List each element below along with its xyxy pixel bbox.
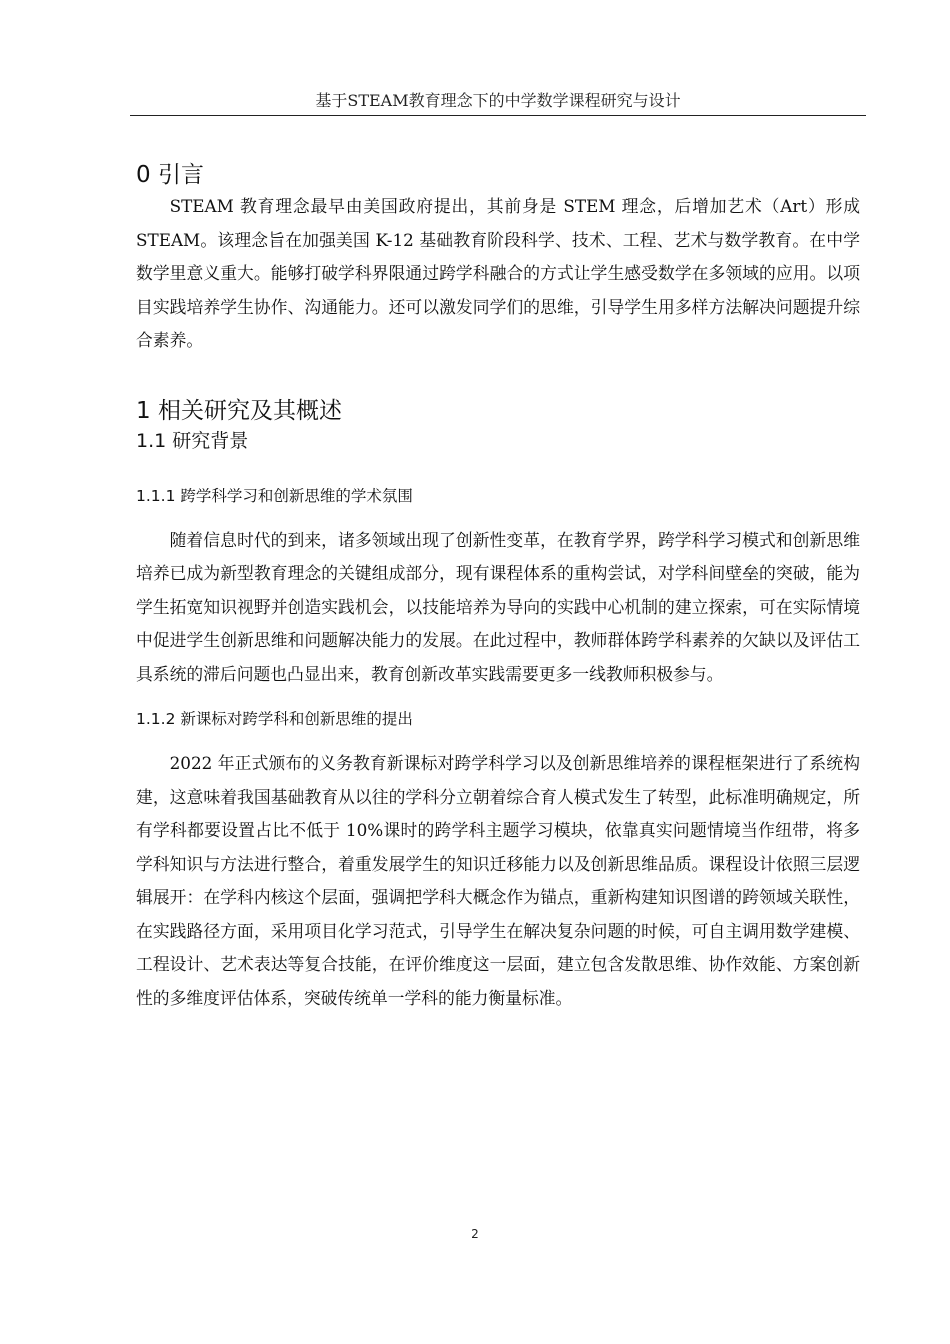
section-heading-1: 1 相关研究及其概述 [136,397,342,424]
intro-paragraph: STEAM 教育理念最早由美国政府提出，其前身是 STEM 理念，后增加艺术（Art）形成 STEAM。该理念旨在加强美国 K-12 基础教育阶段科学、技术、工程、艺术与数学教育。在中学数学里意义重大。能够打破学科界限通过跨学科融合的方式让学生感受数学在多领域的应用。以项目实践培养学生协作、沟通能力。还可以激发同学们的思维，引导学生用多样方法解决问题提升综合素养。 [136,196,860,350]
page-number: 2 [471,1227,479,1241]
header-title: 基于STEAM教育理念下的中学数学课程研究与设计 [315,91,681,110]
section-heading-1-1: 1.1 研究背景 [136,429,249,452]
section-heading-1-1-1: 1.1.1 跨学科学习和创新思维的学术氛围 [136,486,413,505]
page-header [130,88,866,116]
section-heading-1-1-2: 1.1.2 新课标对跨学科和创新思维的提出 [136,710,413,728]
document-body [136,160,860,1015]
section-1-1-2-paragraph: 2022 年正式颁布的义务教育新课标对跨学科学习以及创新思维培养的课程框架进行了系统构建，这意味着我国基础教育从以往的学科分立朝着综合育人模式发生了转型，此标准明确规定，所有学科都要设置占比不低于 10%课时的跨学科主题学习模块，依靠真实问题情境当作纽带，将多学科知识与方法进行整合，着重发展学生的知识迁移能力以及创新思维品质。课程设计依照三层逻辑展开：在学科内核这个层面，强调把学科大概念作为锚点，重新构建知识图谱的跨领域关联性，在实践路径方面，采用项目化学习范式，引导学生在解决复杂问题的时候，可自主调用数学建模、工程设计、艺术表达等复合技能，在评价维度这一层面，建立包含发散思维、协作效能、方案创新性的多维度评估体系，突破传统单一学科的能力衡量标准。 [136,753,860,1008]
section-1-1-1-paragraph: 随着信息时代的到来，诸多领域出现了创新性变革，在教育学界，跨学科学习模式和创新思维培养已成为新型教育理念的关键组成部分，现有课程体系的重构尝试，对学科间壁垒的突破，能为学生拓宽知识视野并创造实践机会，以技能培养为导向的实践中心机制的建立探索，可在实际情境中促进学生创新思维和问题解决能力的发展。在此过程中，教师群体跨学科素养的欠缺以及评估工具系统的滞后问题也凸显出来，教育创新改革实践需要更多一线教师积极参与。 [136,529,860,684]
section-heading-intro: 0 引言 [136,162,204,188]
